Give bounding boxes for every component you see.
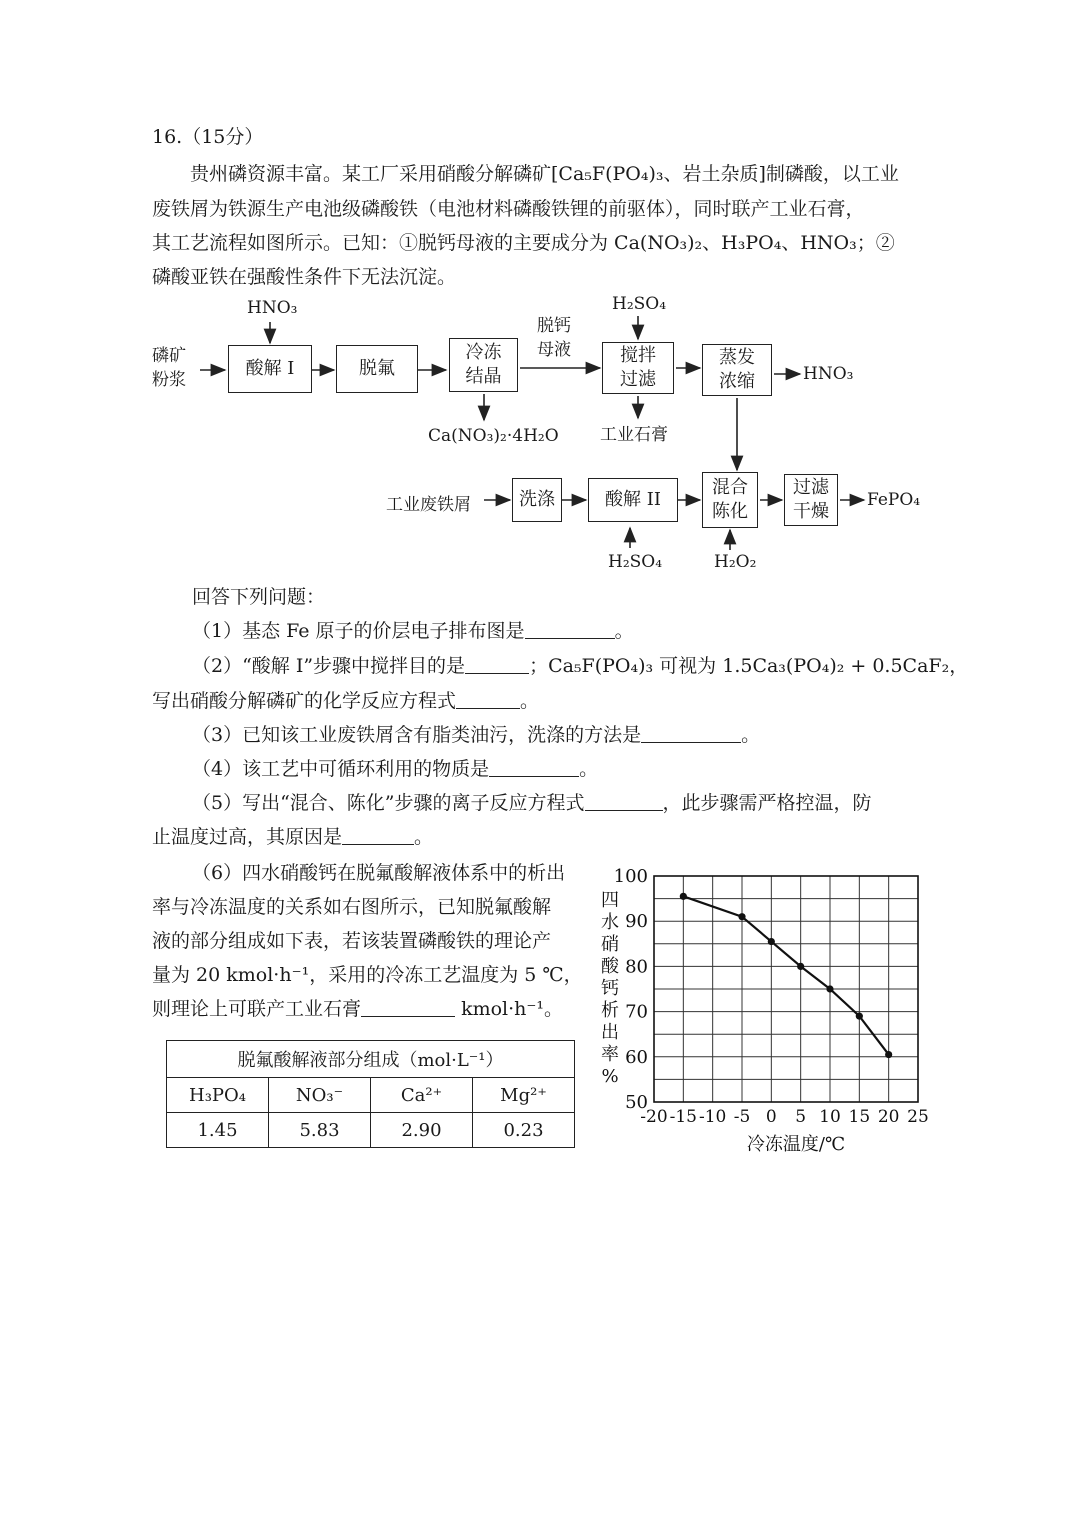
- y-axis-label-char: 酸: [601, 956, 619, 977]
- x-tick-label: 0: [765, 1107, 777, 1127]
- box-evaporate-concentrate: [702, 344, 772, 396]
- question-1-end: 。: [614, 620, 634, 642]
- table-cell: 0.23: [473, 1113, 575, 1148]
- y-axis-label-char: 析: [601, 1000, 619, 1021]
- question-2c-text: 写出硝酸分解磷矿的化学反应方程式: [152, 690, 457, 712]
- question-6-line-2: 率与冷冻温度的关系如右图所示，已知脱氟酸解: [152, 896, 552, 918]
- box-defluorination: [336, 345, 418, 393]
- box-filter-dry: [784, 474, 838, 526]
- question-5c-end: 。: [414, 826, 434, 848]
- hno3-input-label: HNO₃: [247, 298, 298, 318]
- data-point: [826, 985, 833, 992]
- data-point: [768, 938, 775, 945]
- y-axis-label-char: 钙: [601, 978, 619, 999]
- data-point: [856, 1013, 863, 1020]
- intro-line-3: 其工艺流程如图所示。已知：①脱钙母液的主要成分为 Ca(NO₃)₂、H₃PO₄、HNO₃；②: [152, 232, 895, 254]
- question-2c: [152, 684, 539, 718]
- y-axis-label-char: 硝: [601, 934, 619, 955]
- box-evaporate-concentrate-label: 蒸发浓缩: [719, 347, 755, 392]
- box-mix-age: [702, 472, 758, 528]
- question-4: [192, 752, 598, 786]
- question-5b-text: ，此步骤需严格控温，防: [662, 792, 872, 814]
- answer-blank-4[interactable]: [489, 775, 579, 777]
- box-stir-filter-label: 搅拌过滤: [620, 345, 656, 390]
- y-axis-label-char: 率: [601, 1044, 619, 1065]
- answer-blank-5a[interactable]: [585, 809, 663, 811]
- x-tick-label: -5: [733, 1107, 751, 1127]
- box-acid-dissolution-1-label: 酸解 I: [245, 358, 295, 379]
- question-6-line-1: （6）四水硝酸钙在脱氟酸解液体系中的析出: [192, 862, 566, 884]
- question-6-line-5-text: 则理论上可联产工业石膏: [152, 998, 362, 1020]
- answer-blank-6[interactable]: [361, 1015, 455, 1017]
- table-cell: 1.45: [167, 1113, 269, 1148]
- x-tick-label: 20: [877, 1107, 900, 1127]
- y-axis-label-char: 水: [601, 912, 619, 933]
- product-fepo4: FePO₄: [867, 490, 921, 510]
- x-axis-label: 冷冻温度/℃: [746, 1134, 846, 1155]
- question-2b-text: ；Ca₅F(PO₄)₃ 可视为 1.5Ca₃(PO₄)₂ + 0.5CaF₂，: [529, 655, 969, 677]
- x-tick-label: -20: [640, 1107, 668, 1127]
- box-stir-filter: [602, 342, 674, 394]
- table-cell: 5.83: [269, 1113, 371, 1148]
- y-tick-label: 90: [625, 911, 648, 933]
- series-line: [683, 896, 888, 1054]
- y-axis-label-char: %: [601, 1066, 619, 1087]
- table-header-cell: Ca²⁺: [371, 1078, 473, 1113]
- question-2a: [192, 649, 968, 683]
- table-header-cell: Mg²⁺: [473, 1078, 575, 1113]
- table-cell: 2.90: [371, 1113, 473, 1148]
- intro-line-2: 废铁屑为铁源生产电池级磷酸铁（电池材料磷酸铁锂的前驱体），同时联产工业石膏，: [152, 198, 865, 220]
- box-wash-label: 洗涤: [519, 489, 555, 510]
- h2so4-bottom-label: H₂SO₄: [608, 552, 663, 572]
- box-wash: [512, 478, 562, 522]
- question-2a-text: （2）“酸解 I”步骤中搅拌目的是: [192, 655, 466, 677]
- table-header-cell: H₃PO₄: [167, 1078, 269, 1113]
- box-freeze-crystallize: [449, 338, 518, 392]
- answer-blank-2b[interactable]: [456, 707, 520, 709]
- table-header-cell: NO₃⁻: [269, 1078, 371, 1113]
- box-acid-dissolution-1: [228, 345, 312, 393]
- question-5c: [152, 820, 433, 854]
- question-4-end: 。: [579, 758, 599, 780]
- x-tick-label: -10: [698, 1107, 727, 1127]
- question-1-text: （1）基态 Fe 原子的价层电子排布图是: [192, 620, 525, 642]
- feed-waste-iron: 工业废铁屑: [386, 495, 471, 515]
- intro-line-4: 磷酸亚铁在强酸性条件下无法沉淀。: [152, 266, 457, 288]
- h2so4-top-label: H₂SO₄: [612, 294, 667, 314]
- data-point: [680, 893, 687, 900]
- y-tick-label: 80: [625, 956, 648, 978]
- table-row: [167, 1113, 575, 1148]
- question-3: [192, 718, 760, 752]
- box-filter-dry-label: 过滤干燥: [793, 477, 829, 522]
- box-freeze-crystallize-label: 冷冻结晶: [465, 342, 502, 387]
- label-decalcified-mother-liquor: 脱钙母液: [537, 316, 571, 360]
- answer-blank-5b[interactable]: [342, 843, 414, 845]
- table-header-row: [167, 1078, 575, 1113]
- question-6-unit: kmol·h⁻¹。: [461, 998, 564, 1020]
- x-tick-label: -15: [669, 1107, 698, 1127]
- question-2c-end: 。: [520, 690, 540, 712]
- byproduct-gypsum: 工业石膏: [600, 425, 668, 445]
- x-tick-label: 10: [819, 1107, 841, 1127]
- x-tick-label: 5: [795, 1107, 807, 1127]
- box-acid-dissolution-2-label: 酸解 II: [605, 489, 661, 510]
- y-axis-label-char: 出: [601, 1022, 619, 1043]
- box-mix-age-label: 混合陈化: [712, 477, 748, 522]
- question-5c-text: 止温度过高，其原因是: [152, 826, 343, 848]
- question-number: 16.（15分）: [152, 126, 264, 148]
- answer-blank-3[interactable]: [641, 741, 741, 743]
- feed-phosphate-slurry: 磷矿粉浆: [152, 346, 186, 390]
- question-3-text: （3）已知该工业废铁屑含有脂类油污，洗涤的方法是: [192, 724, 642, 746]
- box-acid-dissolution-2: [588, 478, 678, 522]
- y-tick-label: 50: [625, 1092, 648, 1113]
- y-tick-label: 60: [625, 1046, 648, 1068]
- question-5a: [192, 786, 872, 820]
- question-6-line-4: 量为 20 kmol·h⁻¹，采用的冷冻工艺温度为 5 ℃，: [152, 964, 583, 986]
- question-5a-text: （5）写出“混合、陈化”步骤的离子反应方程式: [192, 792, 585, 814]
- x-tick-label: 25: [907, 1107, 929, 1127]
- intro-line-1: 贵州磷资源丰富。某工厂采用硝酸分解磷矿[Ca₅F(PO₄)₃、岩土杂质]制磷酸，以工业: [190, 163, 899, 185]
- answer-blank-2a[interactable]: [465, 672, 529, 674]
- y-axis-label-char: 四: [601, 890, 619, 911]
- x-tick-label: 15: [848, 1107, 871, 1127]
- question-1: [192, 614, 634, 648]
- data-point: [738, 913, 745, 920]
- answer-blank-1[interactable]: [525, 637, 615, 639]
- precipitation-rate-chart: [592, 860, 952, 1160]
- question-4-text: （4）该工艺中可循环利用的物质是: [192, 758, 490, 780]
- data-point: [797, 963, 804, 970]
- hno3-output-label: HNO₃: [803, 364, 854, 384]
- question-6-line-5: [152, 992, 563, 1026]
- chart-svg: [592, 860, 952, 1160]
- question-3-end: 。: [741, 724, 761, 746]
- h2o2-label: H₂O₂: [714, 552, 757, 572]
- byproduct-calcium-nitrate: Ca(NO₃)₂·4H₂O: [428, 426, 559, 446]
- box-defluorination-label: 脱氟: [359, 358, 395, 379]
- data-point: [885, 1051, 892, 1058]
- y-tick-label: 70: [625, 1001, 648, 1023]
- questions-lead: 回答下列问题：: [192, 586, 326, 608]
- y-tick-label: 100: [613, 866, 648, 887]
- question-6-line-3: 液的部分组成如下表，若该装置磷酸铁的理论产: [152, 930, 552, 952]
- table-title: 脱氟酸解液部分组成（mol·L⁻¹）: [167, 1041, 575, 1078]
- composition-table: [166, 1040, 575, 1148]
